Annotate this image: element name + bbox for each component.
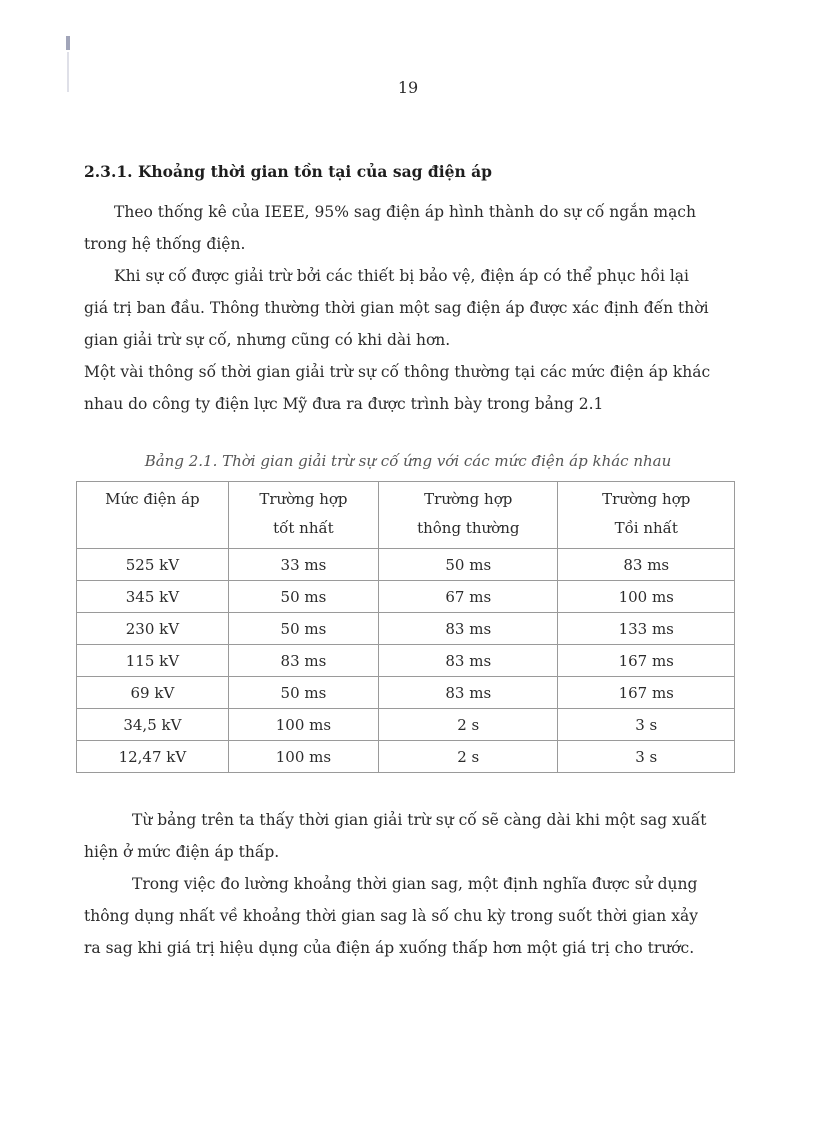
column-header-line: tốt nhất — [273, 519, 334, 537]
table-row — [77, 741, 735, 773]
table-cell: 50 ms — [228, 613, 378, 645]
paragraph-table-intro: Một vài thông số thời gian giải trừ sự cố thông thường tại các mức điện áp khác nhau do công ty điện lực Mỹ đưa ra được trình bày trong bảng 2.1 — [84, 363, 711, 413]
table-header-row — [77, 482, 735, 549]
table-cell: 33 ms — [228, 549, 378, 581]
table-cell: 50 ms — [228, 581, 378, 613]
column-header-line: Mức điện áp — [105, 490, 200, 508]
table-row — [77, 709, 735, 741]
table-cell: 100 ms — [228, 741, 378, 773]
table-row — [77, 549, 735, 581]
column-header-line: Trường hợp — [602, 490, 691, 508]
paragraph-sag-duration-definition: Trong việc đo lường khoảng thời gian sag, một định nghĩa được sử dụng thông dụng nhất về khoảng thời gian sag là số chu kỳ trong suốt thời gian xảy ra sag khi giá trị hiệu dụng của điện áp xuống thấp hơn một giá trị cho trước. — [84, 875, 698, 957]
table-cell: 100 ms — [558, 581, 735, 613]
column-header-line: Tồi nhất — [614, 519, 678, 537]
table-cell: 12,47 kV — [77, 741, 229, 773]
table-cell: 67 ms — [379, 581, 558, 613]
table-row — [77, 581, 735, 613]
table-row — [77, 613, 735, 645]
column-header — [77, 482, 229, 549]
table-cell: 69 kV — [77, 677, 229, 709]
column-header — [558, 482, 735, 549]
table-cell: 3 s — [558, 741, 735, 773]
column-header-line: thông thường — [417, 519, 520, 537]
paragraph-ieee-statistics: Theo thống kê của IEEE, 95% sag điện áp hình thành do sự cố ngắn mạch trong hệ thống điện. — [84, 203, 696, 253]
table-cell: 230 kV — [77, 613, 229, 645]
column-header — [228, 482, 378, 549]
page-number: 19 — [397, 78, 419, 97]
paragraph-table-conclusion: Từ bảng trên ta thấy thời gian giải trừ sự cố sẽ càng dài khi một sag xuất hiện ở mức điện áp thấp. — [84, 811, 707, 861]
column-header-line: Trường hợp — [424, 490, 513, 508]
table-cell: 3 s — [558, 709, 735, 741]
table-cell: 100 ms — [228, 709, 378, 741]
table-cell: 133 ms — [558, 613, 735, 645]
column-header — [379, 482, 558, 549]
section-heading: 2.3.1. Khoảng thời gian tồn tại của sag điện áp — [84, 162, 492, 181]
table-cell: 83 ms — [379, 613, 558, 645]
table-cell: 2 s — [379, 741, 558, 773]
table-cell: 34,5 kV — [77, 709, 229, 741]
table-cell: 50 ms — [228, 677, 378, 709]
paragraph-fault-clearing: Khi sự cố được giải trừ bởi các thiết bị bảo vệ, điện áp có thể phục hồi lại giá trị ban đầu. Thông thường thời gian một sag điện áp được xác định đến thời gian giải trừ sự cố, nhưng cũng có khi dài hơn. — [84, 267, 709, 349]
table-cell: 2 s — [379, 709, 558, 741]
table-row — [77, 677, 735, 709]
column-header-line: Trường hợp — [259, 490, 348, 508]
table-cell: 50 ms — [379, 549, 558, 581]
table-cell: 345 kV — [77, 581, 229, 613]
table-cell: 83 ms — [379, 677, 558, 709]
table-cell: 115 kV — [77, 645, 229, 677]
table-cell: 83 ms — [379, 645, 558, 677]
table-caption: Bảng 2.1. Thời gian giải trừ sự cố ứng với các mức điện áp khác nhau — [144, 452, 672, 470]
fault-clearing-time-table — [76, 481, 735, 773]
scan-artifact — [66, 36, 70, 50]
table-cell: 167 ms — [558, 677, 735, 709]
table-cell: 167 ms — [558, 645, 735, 677]
table-cell: 83 ms — [228, 645, 378, 677]
table-cell: 83 ms — [558, 549, 735, 581]
table-row — [77, 645, 735, 677]
table-cell: 525 kV — [77, 549, 229, 581]
